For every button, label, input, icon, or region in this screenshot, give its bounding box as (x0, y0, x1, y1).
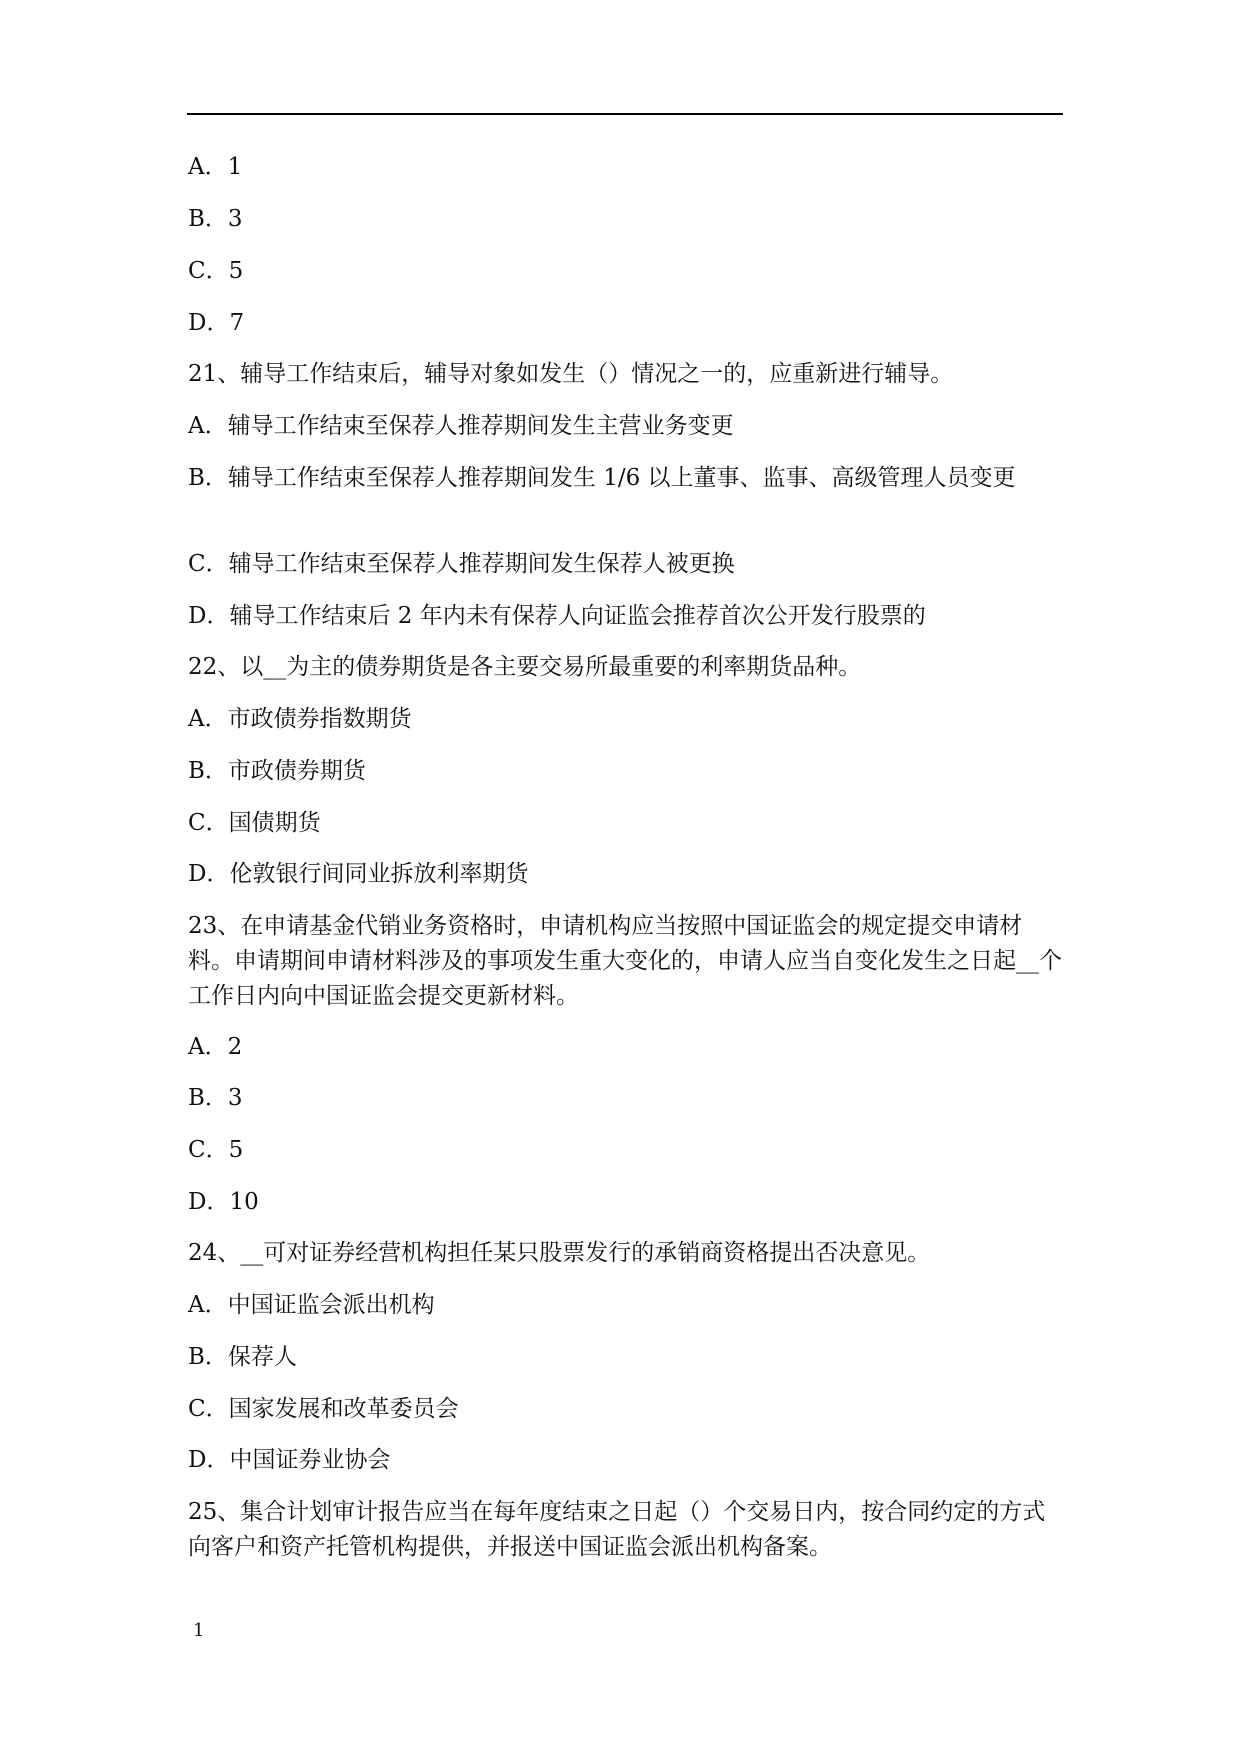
text-line: A．中国证监会派出机构 (188, 1292, 435, 1318)
text-line: D．10 (188, 1189, 259, 1215)
text-line: 25、集合计划审计报告应当在每年度结束之日起（）个交易日内，按合同约定的方式向客户和资产托管机构提供，并报送中国证监会派出机构备案。 (188, 1499, 1046, 1560)
text-line: 21、辅导工作结束后，辅导对象如发生（）情况之一的，应重新进行辅导。 (188, 361, 954, 387)
text-line: B．3 (188, 206, 243, 232)
text-line: B．保荐人 (188, 1344, 297, 1370)
text-line: C．5 (188, 1137, 244, 1163)
text-line: D．辅导工作结束后 2 年内未有保荐人向证监会推荐首次公开发行股票的 (188, 603, 926, 629)
text-line: D．伦敦银行间同业拆放利率期货 (188, 861, 529, 887)
text-line: 22、以__为主的债券期货是各主要交易所最重要的利率期货品种。 (188, 654, 862, 680)
text-line: B．3 (188, 1085, 243, 1111)
text-line: 24、__可对证券经营机构担任某只股票发行的承销商资格提出否决意见。 (188, 1240, 931, 1266)
page-number: 1 (193, 1620, 205, 1641)
text-line: A．1 (188, 154, 243, 180)
text-line: C．国债期货 (188, 810, 321, 836)
text-line: C．辅导工作结束至保荐人推荐期间发生保荐人被更换 (188, 551, 735, 577)
text-line: 23、在申请基金代销业务资格时，申请机构应当按照中国证监会的规定提交申请材料。申请期间申请材料涉及的事项发生重大变化的，申请人应当自变化发生之日起__个工作日内向中国证监会提交更新材料。 (188, 913, 1062, 1009)
text-line: A．市政债券指数期货 (188, 706, 412, 732)
text-line: A．2 (188, 1034, 243, 1060)
text-line: C．5 (188, 258, 244, 284)
text-line: D．7 (188, 310, 245, 336)
header-rule (187, 113, 1063, 115)
text-line: B．辅导工作结束至保荐人推荐期间发生 1/6 以上董事、监事、高级管理人员变更 (188, 465, 1016, 491)
text-line: C．国家发展和改革委员会 (188, 1396, 459, 1422)
text-line: D．中国证券业协会 (188, 1447, 391, 1473)
text-line: A．辅导工作结束至保荐人推荐期间发生主营业务变更 (188, 413, 734, 439)
text-line: B．市政债券期货 (188, 758, 366, 784)
